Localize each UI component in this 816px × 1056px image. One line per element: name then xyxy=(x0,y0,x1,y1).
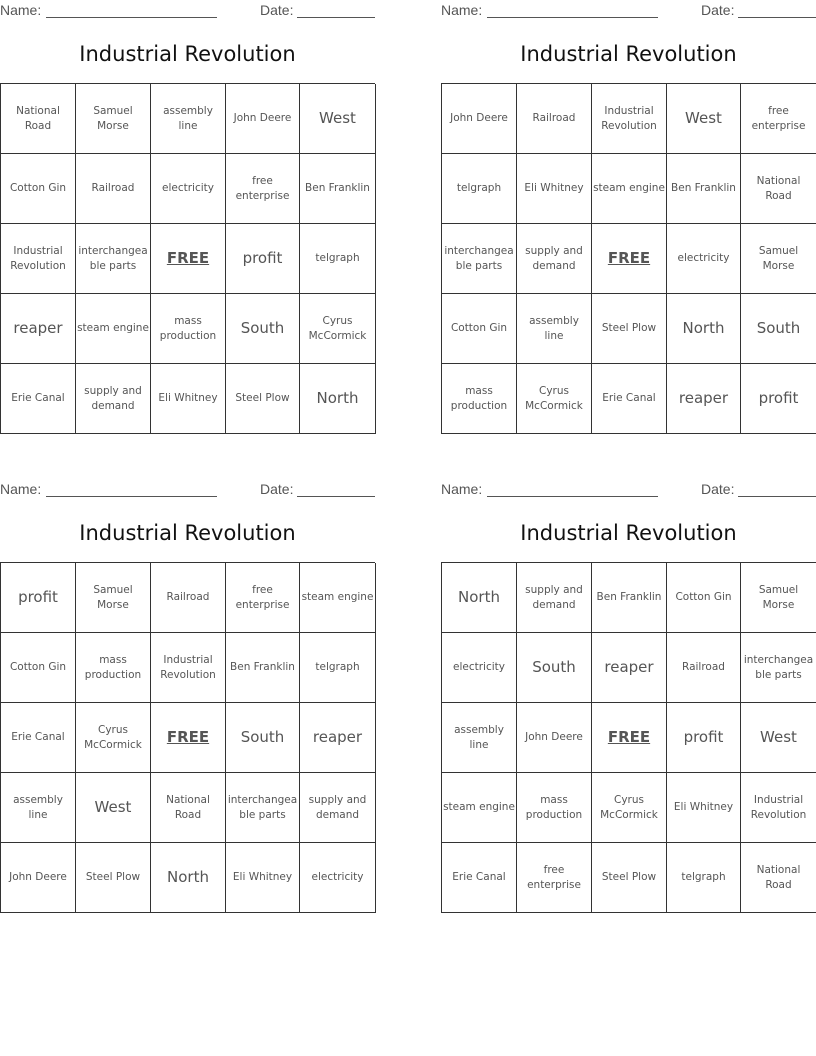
bingo-cell: reaper xyxy=(1,294,76,364)
bingo-cell: supply and demand xyxy=(517,563,592,633)
bingo-cell: steam engine xyxy=(592,154,667,224)
bingo-card-4 xyxy=(441,479,816,919)
bingo-cell: Ben Franklin xyxy=(667,154,741,224)
bingo-cell: Ben Franklin xyxy=(300,154,376,224)
bingo-cell: supply and demand xyxy=(76,364,151,434)
bingo-cell: West xyxy=(667,84,741,154)
bingo-cell: Industrial Revolution xyxy=(741,773,816,843)
bingo-cell: free enterprise xyxy=(741,84,816,154)
bingo-cell: assembly line xyxy=(442,703,517,773)
bingo-cell: reaper xyxy=(300,703,376,773)
bingo-cell: steam engine xyxy=(442,773,517,843)
date-blank xyxy=(738,17,816,18)
bingo-cell: National Road xyxy=(1,84,76,154)
date-label: Date: xyxy=(260,481,294,497)
bingo-cell: telgraph xyxy=(667,843,741,913)
bingo-cell: John Deere xyxy=(226,84,300,154)
bingo-cell: South xyxy=(226,294,300,364)
bingo-card-3 xyxy=(0,479,375,919)
bingo-card-2 xyxy=(441,0,816,440)
bingo-cell: Samuel Morse xyxy=(741,224,816,294)
bingo-cell: West xyxy=(741,703,816,773)
bingo-cell: reaper xyxy=(592,633,667,703)
bingo-cell: Eli Whitney xyxy=(226,843,300,913)
bingo-cell: mass production xyxy=(151,294,226,364)
bingo-cell: Railroad xyxy=(517,84,592,154)
bingo-grid xyxy=(0,83,375,434)
bingo-cell: free enterprise xyxy=(226,563,300,633)
bingo-cell: Railroad xyxy=(151,563,226,633)
bingo-grid xyxy=(441,83,816,434)
name-label: Name: xyxy=(441,2,483,18)
card-title: Industrial Revolution xyxy=(520,521,737,545)
bingo-cell: profit xyxy=(667,703,741,773)
bingo-card-1 xyxy=(0,0,375,440)
bingo-grid xyxy=(441,562,816,913)
bingo-cell: steam engine xyxy=(76,294,151,364)
name-date-line xyxy=(441,2,816,20)
name-date-line xyxy=(441,481,816,499)
bingo-cell: steam engine xyxy=(300,563,376,633)
bingo-cell: Erie Canal xyxy=(592,364,667,434)
bingo-cell: Cyrus McCormick xyxy=(592,773,667,843)
bingo-cell: Cotton Gin xyxy=(442,294,517,364)
bingo-cell: Samuel Morse xyxy=(741,563,816,633)
name-label: Name: xyxy=(0,2,42,18)
bingo-cell: Railroad xyxy=(667,633,741,703)
bingo-cell: interchangeable parts xyxy=(76,224,151,294)
bingo-cell: Eli Whitney xyxy=(151,364,226,434)
date-blank xyxy=(738,496,816,497)
card-title: Industrial Revolution xyxy=(79,42,296,66)
bingo-cell: electricity xyxy=(151,154,226,224)
bingo-cell: interchangeable parts xyxy=(442,224,517,294)
bingo-cell: Steel Plow xyxy=(592,843,667,913)
bingo-cell: Samuel Morse xyxy=(76,84,151,154)
bingo-cell: assembly line xyxy=(151,84,226,154)
bingo-cell: John Deere xyxy=(517,703,592,773)
bingo-cell: telgraph xyxy=(300,633,376,703)
bingo-cell: Erie Canal xyxy=(442,843,517,913)
bingo-cell: Ben Franklin xyxy=(592,563,667,633)
bingo-cell: assembly line xyxy=(517,294,592,364)
bingo-cell: mass production xyxy=(76,633,151,703)
bingo-cell: Railroad xyxy=(76,154,151,224)
free-space: FREE xyxy=(592,703,667,773)
name-blank xyxy=(487,496,658,497)
date-blank xyxy=(297,17,375,18)
card-title: Industrial Revolution xyxy=(79,521,296,545)
bingo-cell: Ben Franklin xyxy=(226,633,300,703)
name-date-line xyxy=(0,2,375,20)
bingo-cell: telgraph xyxy=(300,224,376,294)
bingo-cell: North xyxy=(151,843,226,913)
bingo-cell: West xyxy=(76,773,151,843)
name-date-line xyxy=(0,481,375,499)
free-space: FREE xyxy=(151,703,226,773)
name-label: Name: xyxy=(0,481,42,497)
name-label: Name: xyxy=(441,481,483,497)
bingo-cell: West xyxy=(300,84,376,154)
bingo-cell: Eli Whitney xyxy=(667,773,741,843)
bingo-cell: Eli Whitney xyxy=(517,154,592,224)
date-label: Date: xyxy=(701,2,735,18)
bingo-cell: North xyxy=(667,294,741,364)
bingo-cell: Samuel Morse xyxy=(76,563,151,633)
bingo-cell: National Road xyxy=(151,773,226,843)
date-label: Date: xyxy=(701,481,735,497)
bingo-cell: telgraph xyxy=(442,154,517,224)
bingo-cell: mass production xyxy=(517,773,592,843)
bingo-cell: reaper xyxy=(667,364,741,434)
bingo-cell: John Deere xyxy=(442,84,517,154)
free-space: FREE xyxy=(151,224,226,294)
bingo-cell: supply and demand xyxy=(300,773,376,843)
bingo-cell: Cotton Gin xyxy=(1,154,76,224)
bingo-cell: profit xyxy=(741,364,816,434)
bingo-cell: profit xyxy=(1,563,76,633)
date-blank xyxy=(297,496,375,497)
bingo-cell: South xyxy=(226,703,300,773)
bingo-cell: National Road xyxy=(741,154,816,224)
bingo-cell: profit xyxy=(226,224,300,294)
bingo-cell: supply and demand xyxy=(517,224,592,294)
bingo-cell: John Deere xyxy=(1,843,76,913)
bingo-cell: Cotton Gin xyxy=(667,563,741,633)
bingo-cell: interchangeable parts xyxy=(741,633,816,703)
name-blank xyxy=(46,17,217,18)
bingo-cell: Steel Plow xyxy=(76,843,151,913)
bingo-cell: Cyrus McCormick xyxy=(76,703,151,773)
bingo-cell: mass production xyxy=(442,364,517,434)
bingo-cell: Steel Plow xyxy=(592,294,667,364)
date-label: Date: xyxy=(260,2,294,18)
bingo-cell: Erie Canal xyxy=(1,703,76,773)
bingo-cell: Cotton Gin xyxy=(1,633,76,703)
name-blank xyxy=(487,17,658,18)
bingo-cell: Industrial Revolution xyxy=(592,84,667,154)
bingo-cell: electricity xyxy=(667,224,741,294)
bingo-cell: Steel Plow xyxy=(226,364,300,434)
bingo-cell: Cyrus McCormick xyxy=(517,364,592,434)
bingo-cell: Erie Canal xyxy=(1,364,76,434)
bingo-cell: North xyxy=(442,563,517,633)
bingo-cell: electricity xyxy=(300,843,376,913)
bingo-cell: Cyrus McCormick xyxy=(300,294,376,364)
bingo-cell: North xyxy=(300,364,376,434)
bingo-grid xyxy=(0,562,375,913)
free-space: FREE xyxy=(592,224,667,294)
bingo-cell: South xyxy=(741,294,816,364)
bingo-cell: Industrial Revolution xyxy=(1,224,76,294)
card-title: Industrial Revolution xyxy=(520,42,737,66)
bingo-cell: free enterprise xyxy=(517,843,592,913)
bingo-cell: Industrial Revolution xyxy=(151,633,226,703)
name-blank xyxy=(46,496,217,497)
bingo-cell: interchangeable parts xyxy=(226,773,300,843)
bingo-cell: assembly line xyxy=(1,773,76,843)
bingo-cell: electricity xyxy=(442,633,517,703)
bingo-cell: South xyxy=(517,633,592,703)
bingo-cell: free enterprise xyxy=(226,154,300,224)
bingo-cell: National Road xyxy=(741,843,816,913)
